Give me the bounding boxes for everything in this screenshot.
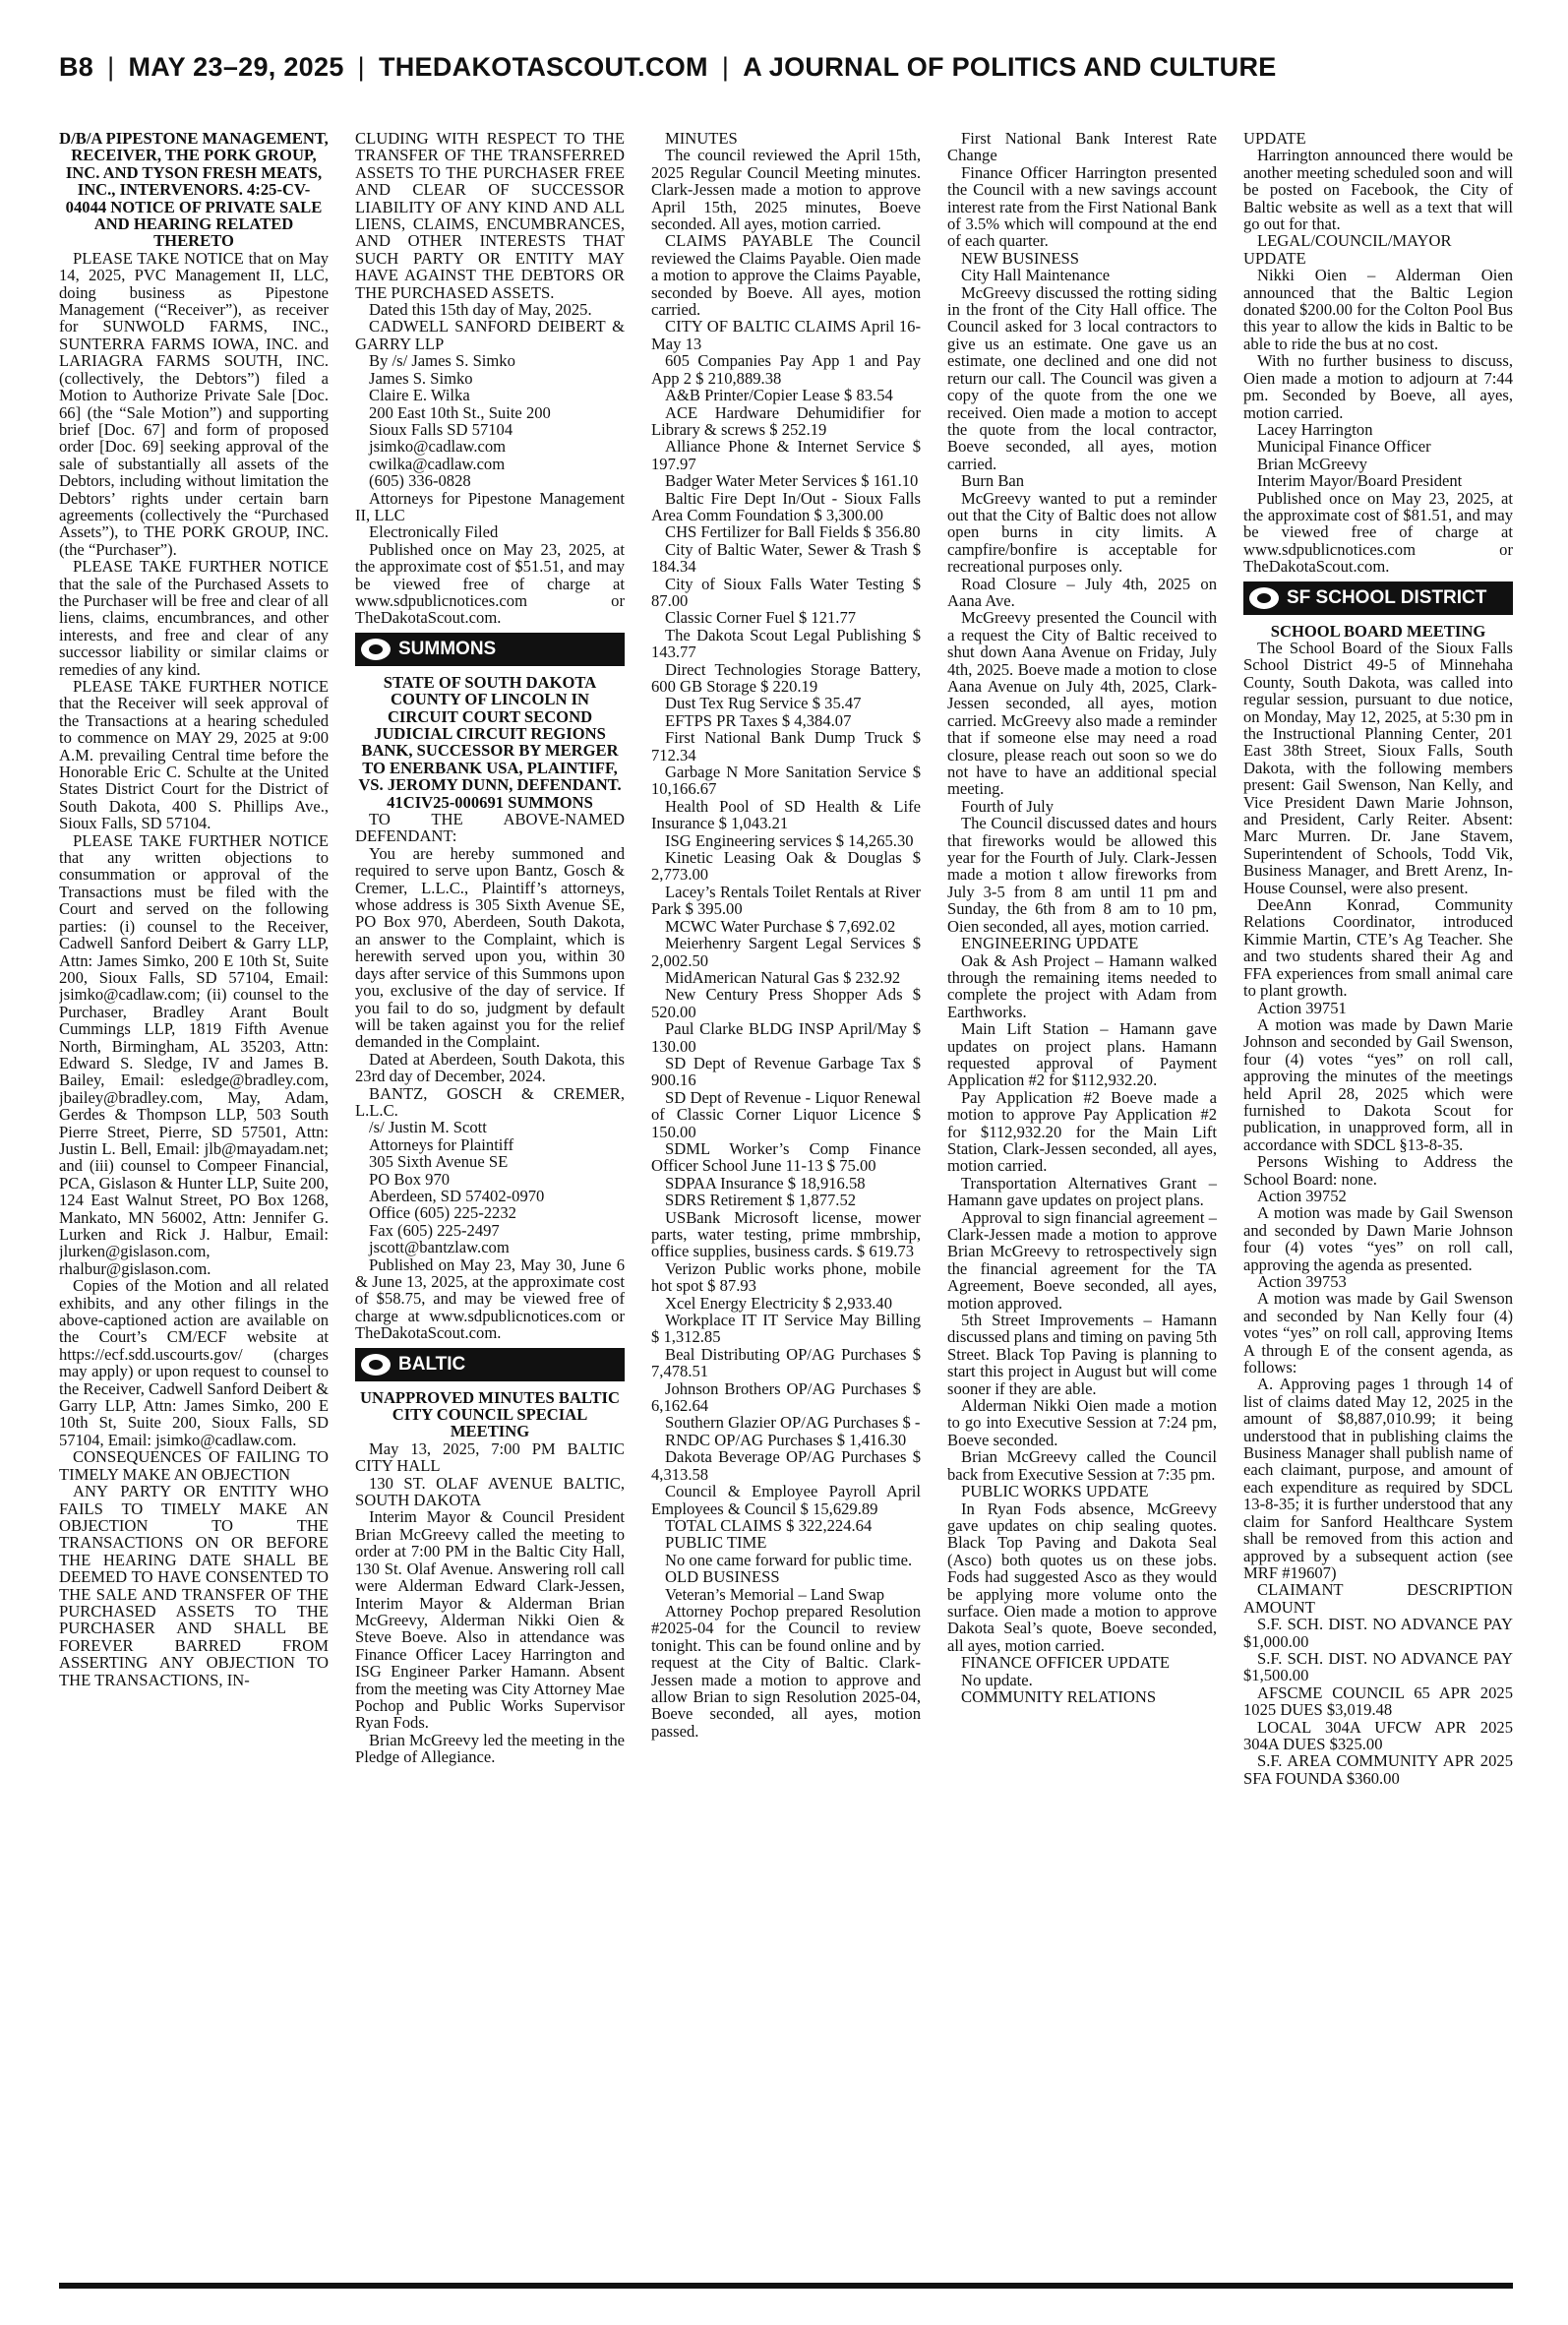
notice-paragraph: Copies of the Motion and all related exhibits, and any other filings in the above-captioned action are available on the Court’s CM/ECF website at https://ecf.sdd.uscourts.gov/ (charges may apply) or upon request to counsel to the Receiver, Cadwell Sanford Deibert & Garry LLP, Attn: James Simko, 200 E 10th St, Suite 200, Sioux Falls, SD 57104, Email: jsimko@cadlaw.com.: [59, 1276, 329, 1449]
notice-heading: STATE OF SOUTH DAKOTA COUNTY OF LINCOLN IN CIRCUIT COURT SECOND JUDICIAL CIRCUIT REGIONS BANK, SUCCESSOR BY MERGER TO ENERBANK USA, PLAINTIFF, VS. JEROMY DUNN, DEFENDANT. 41CIV25-000691 SUMMONS: [358, 672, 622, 812]
notice-paragraph: SDRS Retirement $ 1,877.52: [665, 1191, 857, 1210]
notice-paragraph: Claire E. Wilka: [369, 386, 470, 405]
notice-paragraph: Office (605) 225-2232: [369, 1203, 516, 1223]
notice-paragraph: Dated at Aberdeen, South Dakota, this 23rd day of December, 2024.: [355, 1049, 625, 1086]
notice-paragraph: The Dakota Scout Legal Publishing $ 143.77: [651, 625, 921, 662]
notice-paragraph: PLEASE TAKE NOTICE that on May 14, 2025, PVC Management II, LLC, doing business as Pipestone Management (“Receiver”), as receiver for SUNWOLD FARMS, INC., SUNTERRA FARMS IOWA, INC. and LARIAGRA FARMS SOUTH, INC. (collectively, the Debtors”) filed a Motion to Authorize Private Sale [Doc. 66] (the “Sale Motion”) and supporting brief [Doc. 67] and form of proposed order [Doc. 69] seeking approval of the sale of substantially all assets of the Debtors, including without limitation the Debtors’ rights under certain barn agreements (collectively the “Purchased Assets”), to THE PORK GROUP, INC. (the “Purchaser”).: [59, 248, 329, 559]
notice-paragraph: Nikki Oien – Alderman Oien announced that the Baltic Legion donated $200.00 for the Colton Pool Bus this year to allow the kids in Baltic to be able to ride the bus at no cost.: [1243, 266, 1513, 353]
notice-paragraph: Workplace IT IT Service May Billing $ 1,312.85: [651, 1311, 921, 1347]
notice-paragraph: McGreevy wanted to put a reminder out that the City of Baltic does not allow open burns in city limits. A campfire/bonfire is acceptable for recreational purposes only.: [947, 488, 1217, 577]
notice-paragraph: Health Pool of SD Health & Life Insurance $ 1,043.21: [651, 796, 921, 833]
notice-paragraph: No one came forward for public time.: [665, 1550, 913, 1569]
tagline: A JOURNAL OF POLITICS AND CULTURE: [743, 51, 1277, 82]
notice-paragraph: A motion was made by Gail Swenson and seconded by Nan Kelly four (4) votes “yes” on roll call, approving Items A through E of the consent agenda, as follows:: [1243, 1289, 1513, 1377]
notice-paragraph: Main Lift Station – Hamann gave updates on project plans. Hamann requested approval of Payment Application #2 for $112,932.20.: [947, 1019, 1217, 1090]
notice-paragraph: SDPAA Insurance $ 18,916.58: [665, 1173, 866, 1193]
notice-paragraph: ANY PARTY OR ENTITY WHO FAILS TO TIMELY MAKE AN OBJECTION TO THE TRANSACTIONS ON OR BEFORE THE HEARING DATE SHALL BE DEEMED TO HAVE CONSENTED TO THE SALE AND TRANSFER OF THE PURCHASED ASSETS TO THE PURCHASER AND SHALL BE FOREVER BARRED FROM ASSERTING ANY OBJECTION TO THE TRANSACTIONS, IN-: [59, 1482, 329, 1689]
notice-paragraph: The School Board of the Sioux Falls School District 49-5 of Minnehaha County, South Dakota, was called into regular session, pursuant to due notice, on Monday, May 12, 2025, at 5:30 pm in the Instructional Planning Center, 201 East 38th Street, Sioux Falls, South Dakota, with the following members present: Gail Swenson, Nan Kelly, and Vice President Dawn Marie Johnson, and President, Carly Reiter. Absent: Marc Murren. Dr. Jane Stavem, Superintendent of Schools, Todd Vik, Business Manager, and Brett Arenz, In-House Counsel, were also present.: [1243, 638, 1513, 897]
notice-paragraph: Pay Application #2 Boeve made a motion to approve Pay Application #2 for $112,932.20 for the Main Lift Station, Clark-Jessen seconded, all ayes, motion carried.: [947, 1087, 1217, 1176]
notice-heading: UNAPPROVED MINUTES BALTIC CITY COUNCIL SPECIAL MEETING: [359, 1387, 620, 1441]
notice-paragraph: Published once on May 23, 2025, at the approximate cost of $51.51, and may be viewed free of charge at www.sdpublicnotices.com or TheDakotaScout.com.: [355, 539, 625, 628]
notice-paragraph: Alliance Phone & Internet Service $ 197.97: [651, 437, 921, 473]
notice-paragraph: PO Box 970: [369, 1169, 451, 1189]
notice-paragraph: Interim Mayor/Board President: [1257, 471, 1463, 491]
page-header: [59, 47, 1513, 87]
notice-paragraph: James S. Simko: [369, 368, 473, 388]
notice-paragraph: SD Dept of Revenue Garbage Tax $ 900.16: [651, 1053, 921, 1090]
notice-paragraph: 200 East 10th St., Suite 200: [369, 402, 551, 422]
notice-paragraph: S.F. AREA COMMUNITY APR 2025 SFA FOUNDA $360.00: [1243, 1751, 1513, 1788]
notice-paragraph: Paul Clarke BLDG INSP April/May $ 130.00: [651, 1019, 921, 1056]
notice-paragraph: A. Approving pages 1 through 14 of list of claims dated May 12, 2025 in the amount of $8,887,010.99; it being understood that in publishing claims the Business Manager shall publish name of each claimant, purpose, and amount of each expenditure as required by SDCL 13-8-35; it is further understood that any claim for Sanford Healthcare System shall be removed from this action and approved by a subsequent action (see MRF #19607): [1243, 1375, 1513, 1582]
notice-paragraph: MidAmerican Natural Gas $ 232.92: [665, 967, 901, 987]
notice-paragraph: 130 ST. OLAF AVENUE BALTIC, SOUTH DAKOTA: [355, 1473, 625, 1510]
notice-paragraph: Fourth of July: [961, 796, 1055, 816]
notice-paragraph: Dakota Beverage OP/AG Purchases $ 4,313.58: [651, 1447, 921, 1484]
notice-paragraph: McGreevy discussed the rotting siding in the front of the City Hall office. The Council asked for 3 local contractors to give us an estimate. One gave us an estimate, one declined and one did not return our call. The Council was given a copy of the quote from the one we received. Oien made a motion to accept the quote from the local contractor, Boeve seconded, all ayes, motion carried.: [947, 282, 1217, 473]
notice-paragraph: Lacey Harrington: [1257, 419, 1373, 439]
notice-paragraph: CONSEQUENCES OF FAILING TO TIMELY MAKE AN OBJECTION: [59, 1447, 329, 1484]
notice-paragraph: Badger Water Meter Services $ 161.10: [665, 471, 919, 491]
notice-paragraph: jscott@bantzlaw.com: [369, 1238, 510, 1257]
notice-paragraph: Lacey’s Rentals Toilet Rentals at River Park $ 395.00: [651, 882, 921, 919]
notice-paragraph: PUBLIC TIME: [665, 1533, 767, 1553]
column-1: [59, 130, 329, 2270]
notice-paragraph: OLD BUSINESS: [665, 1567, 780, 1587]
notice-paragraph: Beal Distributing OP/AG Purchases $ 7,478.51: [651, 1344, 921, 1381]
site-name: THEDAKOTASCOUT.COM: [378, 51, 708, 82]
notice-paragraph: 5th Street Improvements – Hamann discussed plans and timing on paving 5th Street. Black Top Paving is planning to start this project in August but will come sooner if they are able.: [947, 1311, 1217, 1398]
notice-paragraph: jsimko@cadlaw.com: [369, 437, 507, 457]
notice-paragraph: TO THE ABOVE-NAMED DEFENDANT:: [355, 810, 625, 846]
notice-paragraph: NEW BUSINESS: [961, 248, 1080, 268]
scout-logo-icon: [1249, 587, 1279, 609]
notice-paragraph: UPDATE: [1243, 130, 1306, 148]
notice-paragraph: ACE Hardware Dehumidifier for Library & screws $ 252.19: [651, 402, 921, 439]
section-header: [355, 633, 625, 666]
notice-paragraph: LOCAL 304A UFCW APR 2025 304A DUES $325.00: [1243, 1717, 1513, 1753]
notice-paragraph: CLUDING WITH RESPECT TO THE TRANSFER OF THE TRANSFERRED ASSETS TO THE PURCHASER FREE AND CLEAR OF SUCCESSOR LIABILITY OF ANY KIND AND ALL LIENS, CLAIMS, ENCUMBRANCES, AND OTHER INTERESTS THAT SUCH PARTY OR ENTITY MAY HAVE AGAINST THE DEBTORS OR THE PURCHASED ASSETS.: [355, 130, 625, 302]
notice-paragraph: TOTAL CLAIMS $ 322,224.64: [665, 1515, 873, 1535]
notice-paragraph: /s/ Justin M. Scott: [369, 1118, 487, 1137]
notice-paragraph: CLAIMANT DESCRIPTION AMOUNT: [1243, 1580, 1513, 1617]
column-5: [1243, 130, 1513, 2270]
notice-paragraph: In Ryan Fods absence, McGreevy gave updates on chip sealing quotes. Black Top Paving and Dakota Seal (Asco) both quotes us on these jobs. Fods had suggested Asco as they would be applying more volume onto the surface. Oien made a motion to approve Dakota Seal’s quote, Boeve seconded, all ayes, motion carried.: [947, 1499, 1217, 1655]
notice-paragraph: CHS Fertilizer for Ball Fields $ 356.80: [665, 522, 921, 542]
notice-paragraph: No update.: [961, 1670, 1033, 1689]
notice-paragraph: Transportation Alternatives Grant – Hamann gave updates on project plans.: [947, 1173, 1217, 1210]
notice-paragraph: Alderman Nikki Oien made a motion to go into Executive Session at 7:24 pm, Boeve seconded.: [947, 1396, 1217, 1449]
notice-paragraph: City Hall Maintenance: [961, 266, 1111, 285]
notice-paragraph: PLEASE TAKE FURTHER NOTICE that the Receiver will seek approval of the Transactions at a hearing scheduled to commence on MAY 29, 2025 at 9:00 A.M. prevailing Central time before the Honorable Eric C. Schulte at the United States District Court for the District of South Dakota, 400 S. Phillips Ave., Sioux Falls, SD 57104.: [59, 677, 329, 833]
notice-paragraph: Southern Glazier OP/AG Purchases $ -: [665, 1413, 921, 1433]
notice-paragraph: AFSCME COUNCIL 65 APR 2025 1025 DUES $3,019.48: [1243, 1683, 1513, 1720]
notice-paragraph: ENGINEERING UPDATE: [961, 934, 1139, 953]
notice-paragraph: cwilka@cadlaw.com: [369, 454, 506, 473]
notice-paragraph: Harrington announced there would be another meeting scheduled soon and will be posted on Facebook, the City of Baltic website as well as a text that will go out for that.: [1243, 146, 1513, 234]
notice-paragraph: ISG Engineering services $ 14,265.30: [665, 830, 914, 850]
notice-paragraph: New Century Press Shopper Ads $ 520.00: [651, 985, 921, 1021]
notice-paragraph: BANTZ, GOSCH & CREMER, L.L.C.: [355, 1083, 625, 1120]
notice-paragraph: Garbage N More Sanitation Service $ 10,166.67: [651, 763, 921, 799]
notice-heading: D/B/A PIPESTONE MANAGEMENT, RECEIVER, THE PORK GROUP, INC. AND TYSON FRESH MEATS, INC., INTERVENORS. 4:25-CV-04044 NOTICE OF PRIVATE SALE AND HEARING RELATED THERETO: [59, 130, 329, 251]
notice-paragraph: City of Baltic Water, Sewer & Trash $ 184.34: [651, 539, 921, 577]
notice-paragraph: Aberdeen, SD 57402-0970: [369, 1186, 545, 1205]
notice-paragraph: May 13, 2025, 7:00 PM BALTIC CITY HALL: [355, 1438, 625, 1476]
scout-logo-icon: [361, 1354, 391, 1376]
notice-paragraph: Direct Technologies Storage Battery, 600 GB Storage $ 220.19: [651, 659, 921, 696]
notice-paragraph: Published on May 23, May 30, June 6 & June 13, 2025, at the approximate cost of $58.75, and may be viewed free of charge at www.sdpublicnotices.com or TheDakotaScout.com.: [355, 1254, 625, 1343]
issue-date: MAY 23–29, 2025: [128, 51, 344, 82]
notice-paragraph: 305 Sixth Avenue SE: [369, 1152, 509, 1172]
notice-paragraph: Finance Officer Harrington presented the Council with a new savings account interest rate from the First National Bank of 3.5% which will compound at the end of each quarter.: [947, 162, 1217, 251]
section-header-label: SUMMONS: [398, 639, 497, 660]
notice-paragraph: A motion was made by Dawn Marie Johnson and seconded by Gail Swenson, four (4) votes “yes” on roll call, approving the minutes of the meetings held April 28, 2025 which were furnished to Dakota Scout for publication, in unapproved form, all in accordance with SDCL §13-8-35.: [1243, 1014, 1513, 1154]
notice-paragraph: Johnson Brothers OP/AG Purchases $ 6,162.64: [651, 1378, 921, 1416]
notice-paragraph: Attorney Pochop prepared Resolution #2025-04 for the Council to review tonight. This can be found online and by request at the City of Baltic. Clark-Jessen made a motion to approve and allow Brian to sign Resolution 2025-04, Boeve seconded, all ayes, motion passed.: [651, 1601, 921, 1741]
notice-paragraph: DeeAnn Konrad, Community Relations Coordinator, introduced Kimmie Martin, CTE’s Ag Teacher. She and two students shared their Ag and FFA experiences from small animal care to plant growth.: [1243, 895, 1513, 1001]
notice-paragraph: LEGAL/COUNCIL/MAYOR UPDATE: [1243, 231, 1452, 268]
notice-paragraph: The Council discussed dates and hours that fireworks would be allowed this year for the Fourth of July. Clark-Jessen made a motion t allow fireworks from July 3-5 from 8 am until 11 pm and Sunday, the 6th from 8 am to 10 pm, Oien seconded, all ayes, motion carried.: [947, 814, 1217, 936]
notice-paragraph: First National Bank Dump Truck $ 712.34: [651, 728, 921, 765]
page-number: B8: [59, 51, 94, 82]
notice-paragraph: By /s/ James S. Simko: [369, 351, 515, 371]
notice-paragraph: Dated this 15th day of May, 2025.: [369, 300, 592, 320]
notice-paragraph: CADWELL SANFORD DEIBERT & GARRY LLP: [355, 317, 625, 353]
notice-paragraph: City of Sioux Falls Water Testing $ 87.00: [651, 574, 921, 610]
notice-paragraph: CITY OF BALTIC CLAIMS April 16-May 13: [651, 317, 921, 353]
notice-paragraph: Oak & Ash Project – Hamann walked through the remaining items needed to complete the project with Adam from Earthworks.: [947, 950, 1217, 1021]
notice-paragraph: Classic Corner Fuel $ 121.77: [665, 608, 857, 628]
section-header-label: BALTIC: [398, 1353, 466, 1375]
notice-paragraph: The council reviewed the April 15th, 2025 Regular Council Meeting minutes. Clark-Jessen made a motion to approve April 15th, 2025 minutes, Boeve seconded. All ayes, motion carried.: [651, 146, 921, 234]
column-3: [651, 130, 921, 2270]
header-separator: |: [357, 51, 365, 82]
notice-paragraph: Action 39753: [1257, 1272, 1347, 1291]
section-header: [355, 1348, 625, 1381]
bottom-rule: [59, 2283, 1513, 2289]
notice-paragraph: Interim Mayor & Council President Brian McGreevy called the meeting to order at 7:00 PM in the Baltic City Hall, 130 St. Olaf Avenue. Answering roll call were Alderman Edward Clark-Jessen, Interim Mayor & Alderman Brian McGreevy, Alderman Nikki Oien & Steve Boeve. Also in attendance was Finance Officer Lacey Harrington and ISG Engineer Parker Hamann. Absent from the meeting was City Attorney Mae Pochop and Public Works Supervisor Ryan Fods.: [355, 1507, 625, 1733]
notice-paragraph: Action 39751: [1257, 998, 1347, 1017]
notice-paragraph: Meierhenry Sargent Legal Services $ 2,002.50: [651, 934, 921, 970]
notice-paragraph: You are hereby summoned and required to serve upon Bantz, Gosch & Cremer, L.L.C., Plaintiff’s attorneys, whose address is 305 Sixth Avenue SE, PO Box 970, Aberdeen, South Dakota, an answer to the Complaint, which is herewith served upon you, within 30 days after service of this Summons upon you, exclusive of the day of service. If you fail to do so, judgment by default will be taken against you for the relief demanded in the Complaint.: [355, 843, 625, 1052]
notice-paragraph: Electronically Filed: [369, 522, 499, 542]
notice-paragraph: With no further business to discuss, Oien made a motion to adjourn at 7:44 pm. Seconded by Boeve, all ayes, motion carried.: [1243, 351, 1513, 422]
notice-paragraph: 605 Companies Pay App 1 and Pay App 2 $ 210,889.38: [651, 351, 921, 388]
notice-paragraph: PLEASE TAKE FURTHER NOTICE that the sale of the Purchased Assets to the Purchaser will be free and clear of all liens, claims, encumbrances, and other interests, and free and clear of any successor liability or similar claims or remedies of any kind.: [59, 557, 329, 679]
notice-paragraph: McGreevy presented the Council with a request the City of Baltic received to shut down Aana Avenue on Friday, July 4th, 2025. Boeve made a motion to close Aana Avenue on July 4th, 2025, Clark-Jessen seconded, all ayes, motion carried. McGreevy also made a reminder that if someone else may need a road closure, please reach out soon so we do not have to have an additional special meeting.: [947, 608, 1217, 799]
notices-columns: [59, 130, 1513, 2270]
notice-paragraph: Xcel Energy Electricity $ 2,933.40: [665, 1293, 893, 1313]
notice-paragraph: SDML Worker’s Comp Finance Officer School June 11-13 $ 75.00: [651, 1138, 921, 1176]
notice-paragraph: Approval to sign financial agreement – Clark-Jessen made a motion to approve Brian McGreevy to retrospectively sign the financial agreement for the TA Agreement, Boeve seconded, all ayes, motion approved.: [947, 1207, 1217, 1313]
notice-paragraph: EFTPS PR Taxes $ 4,384.07: [665, 710, 852, 730]
header-separator: |: [107, 51, 115, 82]
notice-paragraph: Road Closure – July 4th, 2025 on Aana Ave.: [947, 574, 1217, 610]
notice-paragraph: Council & Employee Payroll April Employees & Council $ 15,629.89: [651, 1482, 921, 1518]
notice-paragraph: Action 39752: [1257, 1186, 1347, 1205]
notice-paragraph: Persons Wishing to Address the School Board: none.: [1243, 1152, 1513, 1189]
notice-paragraph: S.F. SCH. DIST. NO ADVANCE PAY $1,500.00: [1243, 1648, 1513, 1685]
notice-paragraph: FINANCE OFFICER UPDATE: [961, 1653, 1171, 1673]
notice-paragraph: Veteran’s Memorial – Land Swap: [665, 1584, 885, 1604]
notice-paragraph: Dust Tex Rug Service $ 35.47: [665, 694, 862, 713]
scout-logo-icon: [361, 639, 391, 660]
notice-paragraph: Attorneys for Pipestone Management II, LLC: [355, 488, 625, 524]
notice-paragraph: Burn Ban: [961, 471, 1025, 491]
notice-paragraph: COMMUNITY RELATIONS: [961, 1686, 1157, 1706]
notice-paragraph: S.F. SCH. DIST. NO ADVANCE PAY $1,000.00: [1243, 1615, 1513, 1651]
notice-paragraph: Baltic Fire Dept In/Out - Sioux Falls Area Comm Foundation $ 3,300.00: [651, 488, 921, 524]
notice-paragraph: PLEASE TAKE FURTHER NOTICE that any written objections to consummation or approval of the Transactions must be filed with the Court and served on the following parties: (i) counsel to the Receiver, Cadwell Sanford Deibert & Garry LLP, Attn: James Simko, 200 E 10th St, Suite 200, Sioux Falls, SD 57104, Email: jsimko@cadlaw.com; (ii) counsel to the Purchaser, Bradley Arant Boult Cummings LLP, 1819 Fifth Avenue North, Birmingham, AL 35203, Attn: Edward S. Sledge, IV and James B. Bailey, Email: esledge@bradley.com, jbailey@bradley.com, May, Adam, Gerdes & Thompson LLP, 503 South Pierre Street, Pierre, SD 57501, Attn: Justin L. Bell, Email: jlb@mayadam.net; and (iii) counsel to Compeer Financial, PCA, Gislason & Hunter LLP, Suite 200, 124 East Walnut Street, PO Box 1268, Mankato, MN 56002, Attn: Jennifer G. Lurken and Rick J. Halbur, Email: jlurken@gislason.com, rhalbur@gislason.com.: [59, 830, 329, 1278]
notice-paragraph: First National Bank Interest Rate Change: [947, 130, 1217, 165]
notice-paragraph: Municipal Finance Officer: [1257, 437, 1431, 457]
notice-paragraph: Brian McGreevy called the Council back from Executive Session at 7:35 pm.: [947, 1447, 1217, 1484]
notice-paragraph: MCWC Water Purchase $ 7,692.02: [665, 916, 896, 936]
notice-paragraph: (605) 336-0828: [369, 471, 471, 491]
notice-paragraph: Published once on May 23, 2025, at the approximate cost of $81.51, and may be viewed free of charge at www.sdpublicnotices.com or TheDakotaScout.com.: [1243, 488, 1513, 577]
notice-paragraph: Brian McGreevy led the meeting in the Pledge of Allegiance.: [355, 1730, 625, 1767]
notice-paragraph: A&B Printer/Copier Lease $ 83.54: [665, 386, 893, 405]
notice-paragraph: CLAIMS PAYABLE The Council reviewed the Claims Payable. Oien made a motion to approve the Claims Payable, seconded by Boeve. All ayes, motion carried.: [651, 231, 921, 320]
column-2: [355, 130, 625, 2270]
notice-heading: SCHOOL BOARD MEETING: [1270, 621, 1486, 641]
notice-paragraph: A motion was made by Gail Swenson and seconded by Dawn Marie Johnson four (4) votes “yes” on roll call, approving the agenda as presented.: [1243, 1203, 1513, 1274]
notice-paragraph: Sioux Falls SD 57104: [369, 419, 513, 439]
section-header: [1243, 581, 1513, 615]
column-4: [947, 130, 1217, 2270]
notice-paragraph: SD Dept of Revenue - Liquor Renewal of Classic Corner Liquor Licence $ 150.00: [651, 1087, 921, 1141]
section-header-label: SF SCHOOL DISTRICT: [1287, 586, 1487, 608]
notice-paragraph: USBank Microsoft license, mower parts, water testing, prime mmbrship, office supplies, business cards. $ 619.73: [651, 1207, 921, 1261]
header-separator: |: [721, 51, 730, 82]
notice-paragraph: Attorneys for Plaintiff: [369, 1134, 514, 1154]
notice-paragraph: Brian McGreevy: [1257, 454, 1367, 473]
notice-paragraph: PUBLIC WORKS UPDATE: [961, 1482, 1149, 1501]
notice-paragraph: MINUTES: [665, 130, 738, 148]
notice-paragraph: RNDC OP/AG Purchases $ 1,416.30: [665, 1430, 907, 1449]
notice-paragraph: Verizon Public works phone, mobile hot spot $ 87.93: [651, 1258, 921, 1296]
notice-paragraph: Kinetic Leasing Oak & Douglas $ 2,773.00: [651, 848, 921, 885]
notice-paragraph: Fax (605) 225-2497: [369, 1220, 500, 1240]
